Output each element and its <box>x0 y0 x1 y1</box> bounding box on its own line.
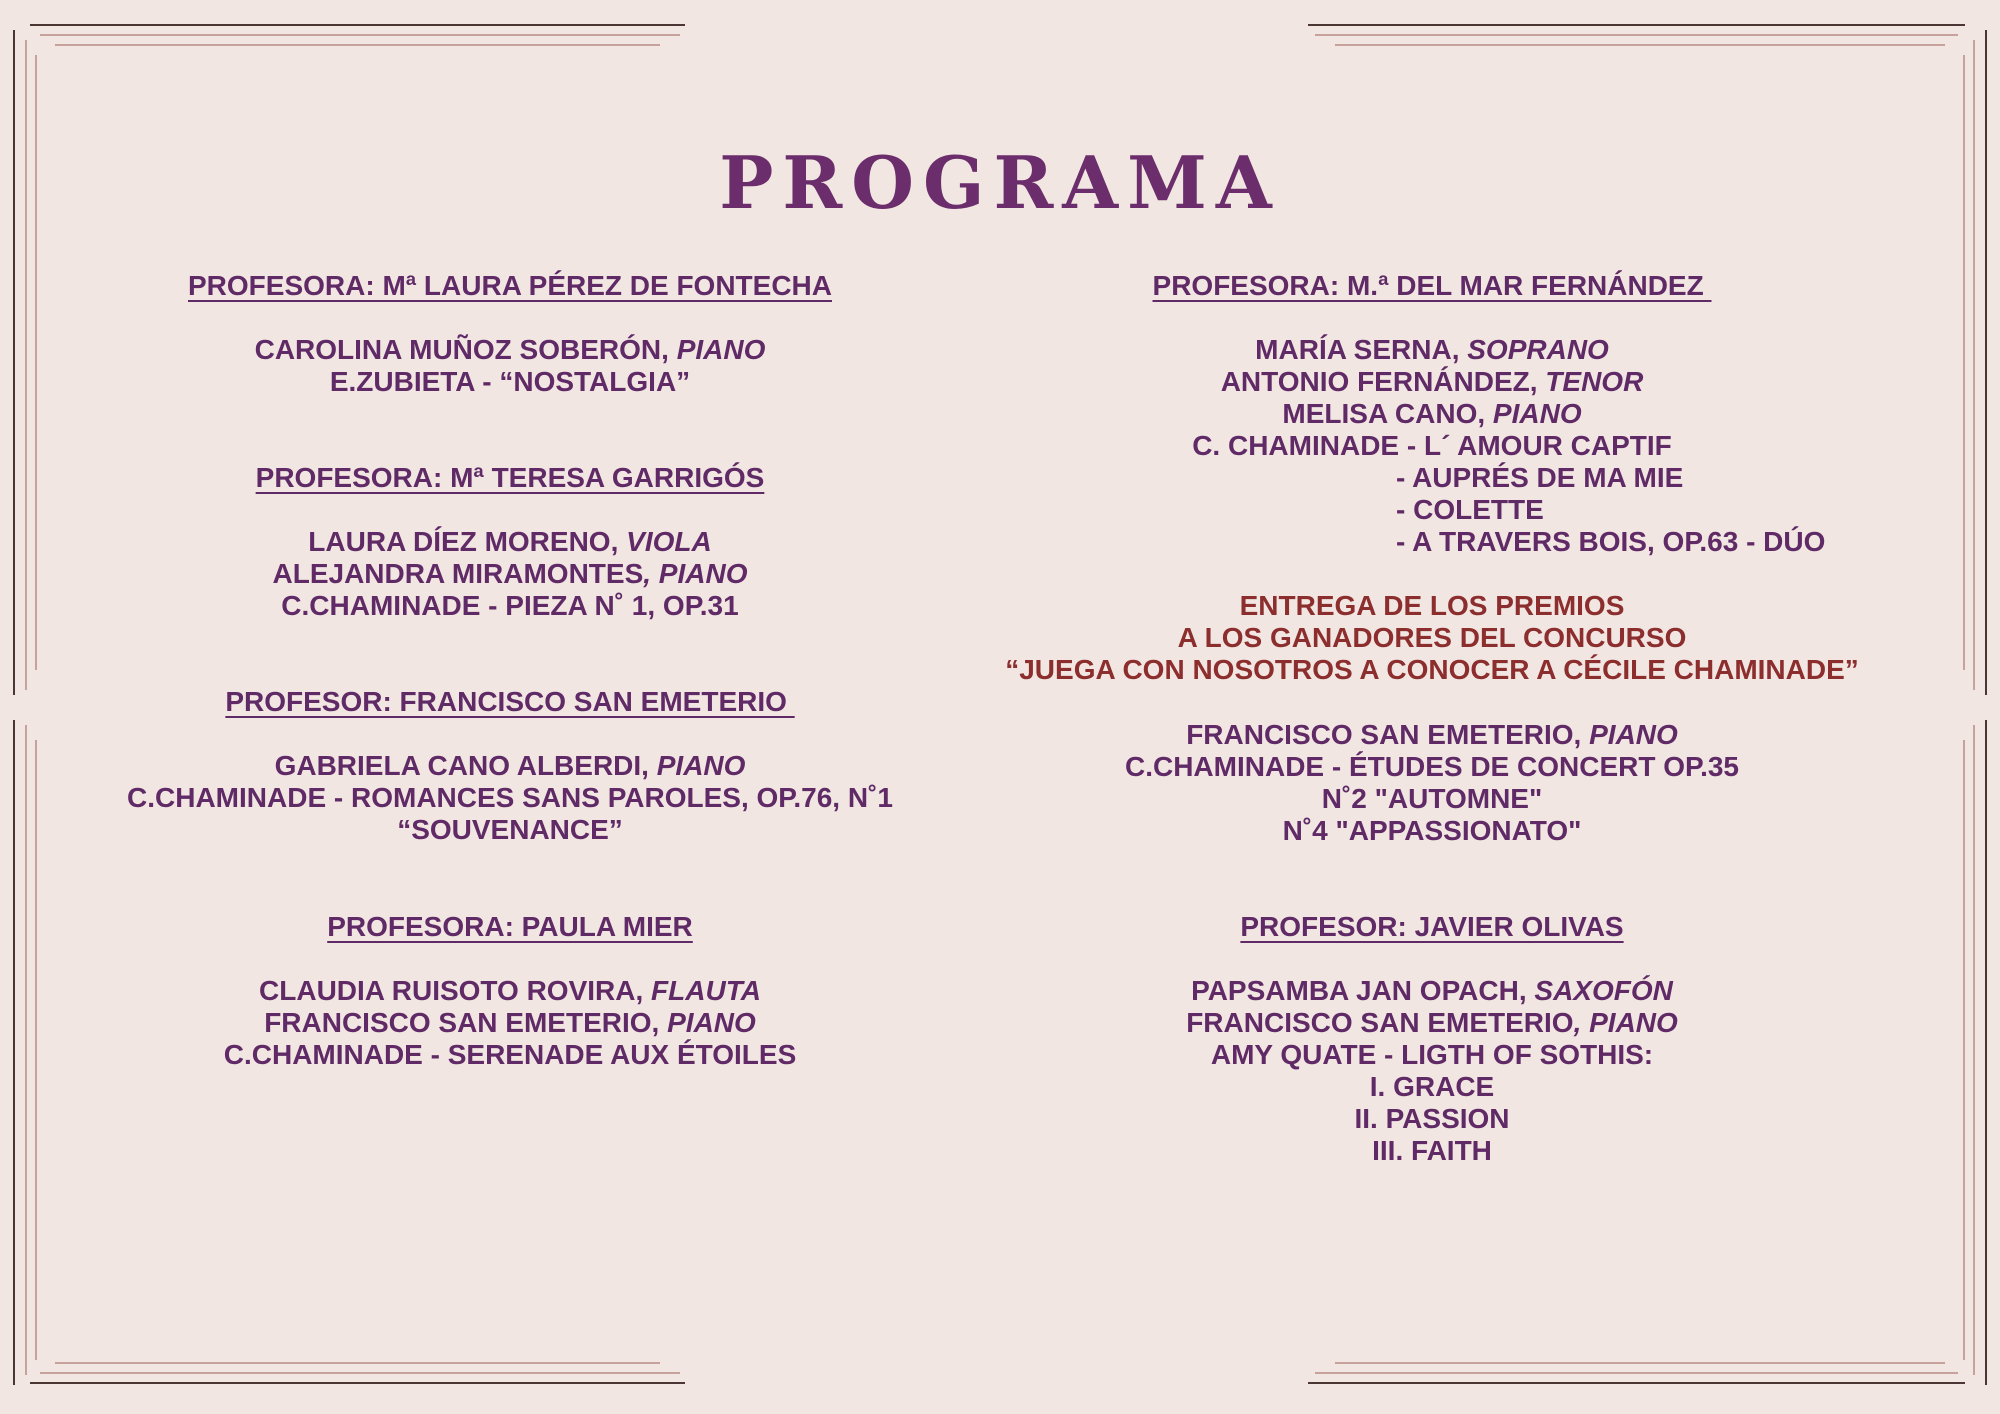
section-fernandez <box>982 270 1882 462</box>
section-mier <box>60 911 960 1071</box>
award-line: ENTREGA DE LOS PREMIOS <box>1239 590 1625 621</box>
performer-line: GABRIELA CANO ALBERDI, PIANO <box>274 750 746 781</box>
performer-line: MARÍA SERNA, SOPRANO <box>1255 334 1609 365</box>
work-line: C.CHAMINADE - PIEZA N˚ 1, OP.31 <box>281 590 739 621</box>
performer-line: LAURA DÍEZ MORENO, VIOLA <box>308 526 712 557</box>
performer-line: FRANCISCO SAN EMETERIO, PIANO <box>1186 1007 1678 1038</box>
section-garrigos <box>60 462 960 622</box>
performer-line: FRANCISCO SAN EMETERIO, PIANO <box>1186 719 1678 750</box>
work-line: I. GRACE <box>1369 1071 1495 1102</box>
section-heading: PROFESORA: PAULA MIER <box>327 911 693 942</box>
section-san-emeterio-recital <box>982 719 1882 847</box>
section-heading: PROFESORA: Mª LAURA PÉREZ DE FONTECHA <box>188 270 832 301</box>
award-announcement <box>982 590 1882 686</box>
work-line: C.CHAMINADE - ÉTUDES DE CONCERT OP.35 <box>1124 751 1739 782</box>
page-title: PROGRAMA <box>719 140 1281 225</box>
work-line: N˚2 "AUTOMNE" <box>1321 783 1543 814</box>
work-line: III. FAITH <box>1372 1135 1492 1166</box>
work-subitem: - A TRAVERS BOIS, OP.63 - DÚO <box>1396 526 1826 557</box>
work-subitem: - COLETTE <box>1396 494 1544 525</box>
section-heading: PROFESOR: FRANCISCO SAN EMETERIO <box>225 686 795 717</box>
work-subitem: - AUPRÉS DE MA MIE <box>1396 462 1684 493</box>
performer-line: FRANCISCO SAN EMETERIO, PIANO <box>264 1007 756 1038</box>
work-line: C.CHAMINADE - ROMANCES SANS PAROLES, OP.76, N˚1 <box>127 782 893 813</box>
performer-line: PAPSAMBA JAN OPACH, SAXOFÓN <box>1191 975 1673 1006</box>
section-heading: PROFESOR: JAVIER OLIVAS <box>1240 911 1624 942</box>
section-san-emeterio <box>60 686 960 846</box>
work-line: II. PASSION <box>1354 1103 1510 1134</box>
work-line: N˚4 "APPASSIONATO" <box>1282 815 1582 846</box>
performer-line: CAROLINA MUÑOZ SOBERÓN, PIANO <box>254 334 766 365</box>
work-line: E.ZUBIETA - “NOSTALGIA” <box>329 366 691 397</box>
section-olivas <box>982 911 1882 1167</box>
performer-line: ANTONIO FERNÁNDEZ, TENOR <box>1220 366 1644 397</box>
work-line: “SOUVENANCE” <box>397 814 623 845</box>
performer-line: CLAUDIA RUISOTO ROVIRA, FLAUTA <box>259 975 761 1006</box>
section-heading: PROFESORA: M.ª DEL MAR FERNÁNDEZ <box>1152 270 1712 301</box>
section-fontecha <box>60 270 960 398</box>
performer-line: MELISA CANO, PIANO <box>1282 398 1582 429</box>
award-line: A LOS GANADORES DEL CONCURSO <box>1177 622 1687 653</box>
work-line: C.CHAMINADE - SERENADE AUX ÉTOILES <box>223 1039 797 1070</box>
award-line: “JUEGA CON NOSOTROS A CONOCER A CÉCILE CHAMINADE” <box>1005 654 1859 685</box>
section-heading: PROFESORA: Mª TERESA GARRIGÓS <box>255 462 765 493</box>
work-line: C. CHAMINADE - L´ AMOUR CAPTIF <box>1192 430 1672 461</box>
work-line: AMY QUATE - LIGTH OF SOTHIS: <box>1210 1039 1654 1070</box>
performer-line: ALEJANDRA MIRAMONTES, PIANO <box>272 558 748 589</box>
